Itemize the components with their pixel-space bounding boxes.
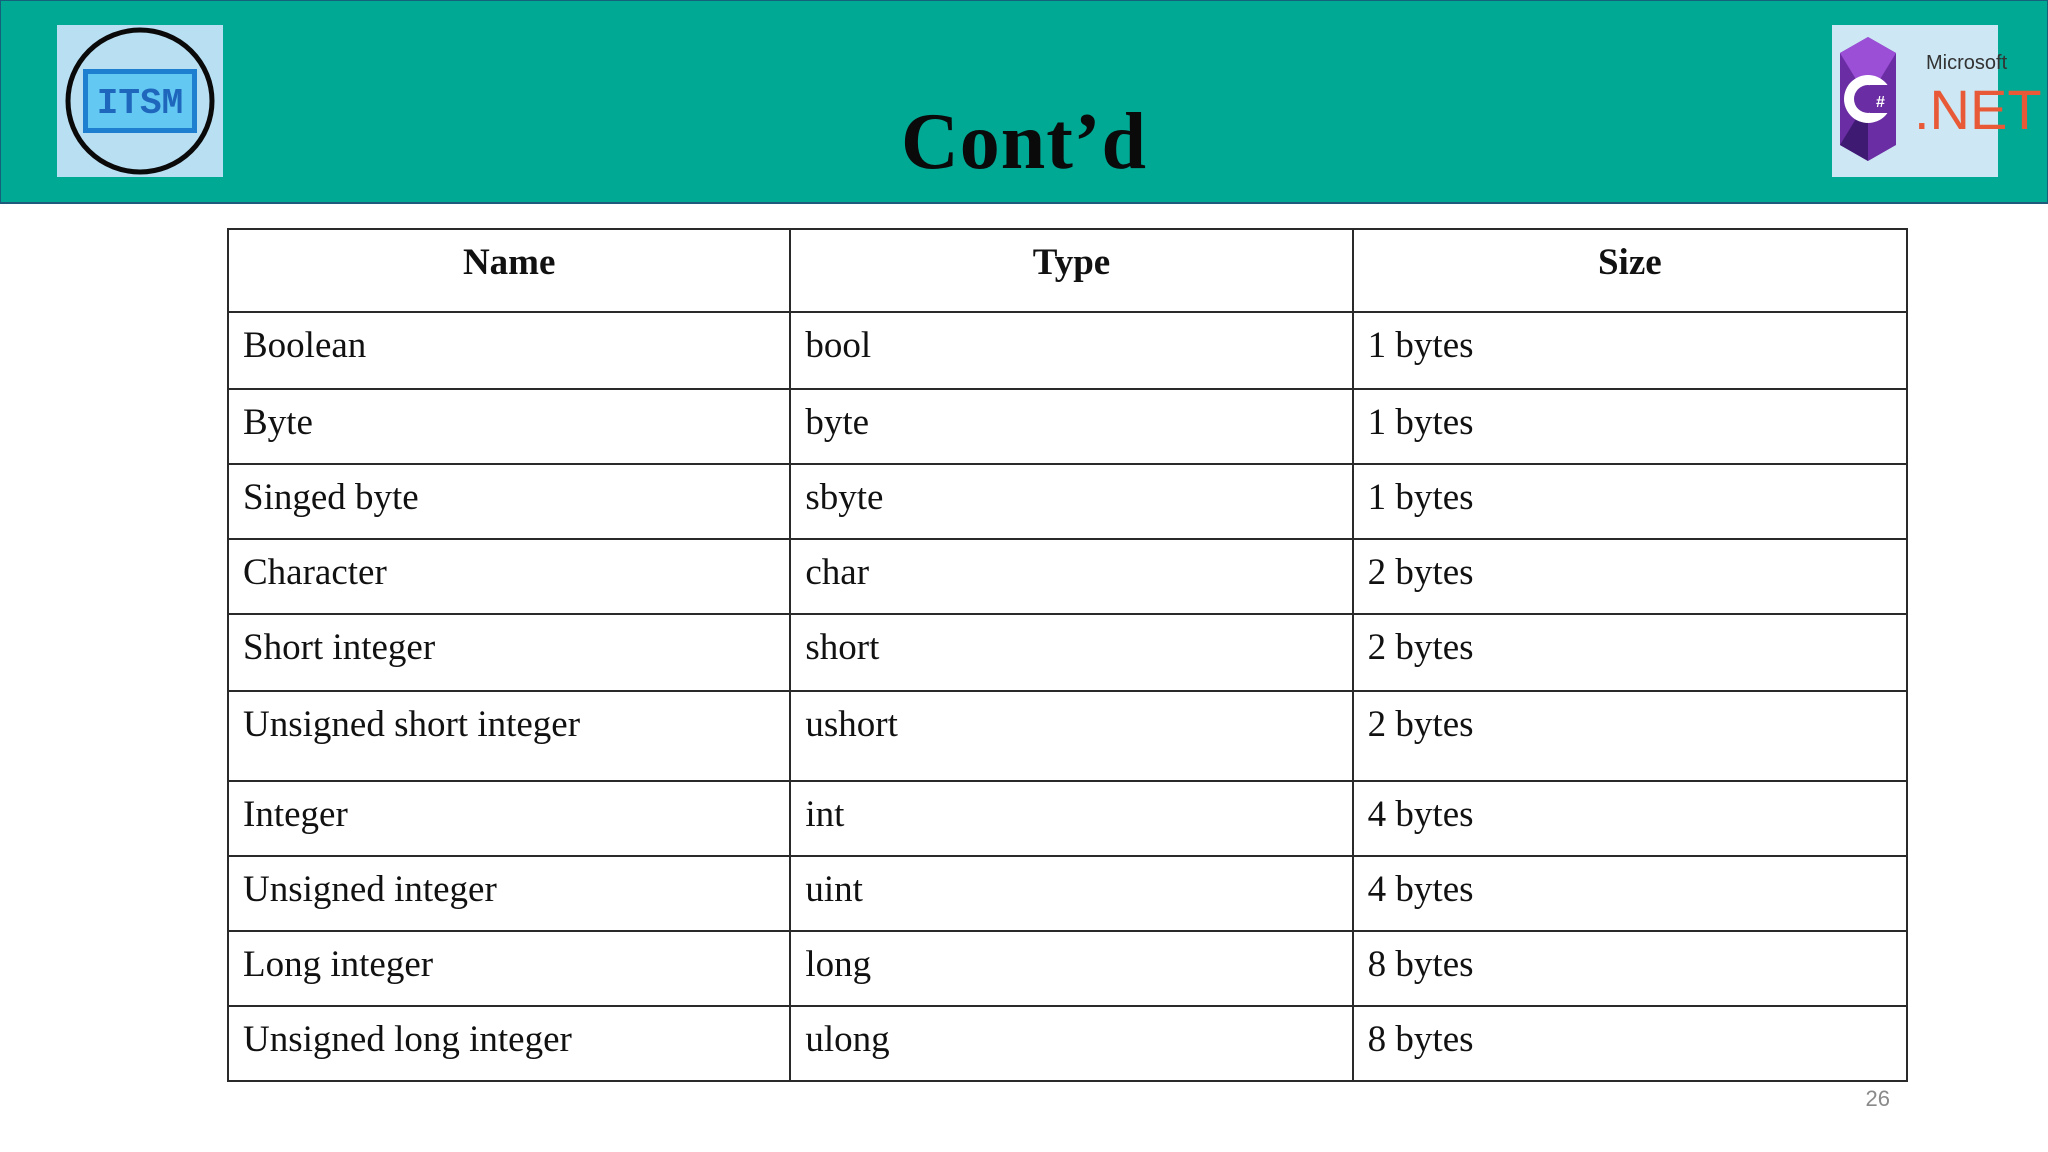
cell-size: 1 bytes (1353, 312, 1907, 389)
cell-name: Byte (228, 389, 790, 464)
table-row (228, 781, 1907, 856)
cell-name: Unsigned long integer (228, 1006, 790, 1081)
cell-name: Short integer (228, 614, 790, 691)
table-row (228, 464, 1907, 539)
cell-name: Boolean (228, 312, 790, 389)
dotnet-label: .NET (1914, 78, 2042, 141)
cell-type: sbyte (790, 464, 1352, 539)
cell-name: Unsigned integer (228, 856, 790, 931)
cell-type: ulong (790, 1006, 1352, 1081)
cell-type: ushort (790, 691, 1352, 781)
cell-size: 4 bytes (1353, 856, 1907, 931)
table-row (228, 389, 1907, 464)
cell-size: 2 bytes (1353, 691, 1907, 781)
table-header-row (228, 229, 1907, 312)
cell-size: 2 bytes (1353, 614, 1907, 691)
cell-type: int (790, 781, 1352, 856)
page-title: Cont’d (900, 98, 1148, 186)
svg-text:#: # (1876, 94, 1885, 111)
table-row (228, 312, 1907, 389)
cell-type: char (790, 539, 1352, 614)
cell-size: 2 bytes (1353, 539, 1907, 614)
cell-name: Character (228, 539, 790, 614)
table-row (228, 1006, 1907, 1081)
cell-size: 1 bytes (1353, 389, 1907, 464)
cell-size: 4 bytes (1353, 781, 1907, 856)
table-row (228, 691, 1907, 781)
cell-type: short (790, 614, 1352, 691)
column-header-size: Size (1353, 229, 1907, 312)
cell-type: byte (790, 389, 1352, 464)
cell-name: Integer (228, 781, 790, 856)
page-number: 26 (1865, 1086, 1890, 1111)
cell-type: bool (790, 312, 1352, 389)
cell-type: uint (790, 856, 1352, 931)
column-header-name: Name (228, 229, 790, 312)
table-row (228, 539, 1907, 614)
column-header-type: Type (790, 229, 1352, 312)
cell-name: Unsigned short integer (228, 691, 790, 781)
data-types-table-container (227, 228, 1908, 1082)
cell-name: Singed byte (228, 464, 790, 539)
table-row (228, 856, 1907, 931)
cell-size: 1 bytes (1353, 464, 1907, 539)
cell-type: long (790, 931, 1352, 1006)
cell-size: 8 bytes (1353, 1006, 1907, 1081)
table-row (228, 931, 1907, 1006)
cell-name: Long integer (228, 931, 790, 1006)
data-types-table (227, 228, 1908, 1082)
table-row (228, 614, 1907, 691)
itsm-logo-text: ITSM (96, 83, 184, 124)
cell-size: 8 bytes (1353, 931, 1907, 1006)
microsoft-label: Microsoft (1926, 52, 2008, 74)
